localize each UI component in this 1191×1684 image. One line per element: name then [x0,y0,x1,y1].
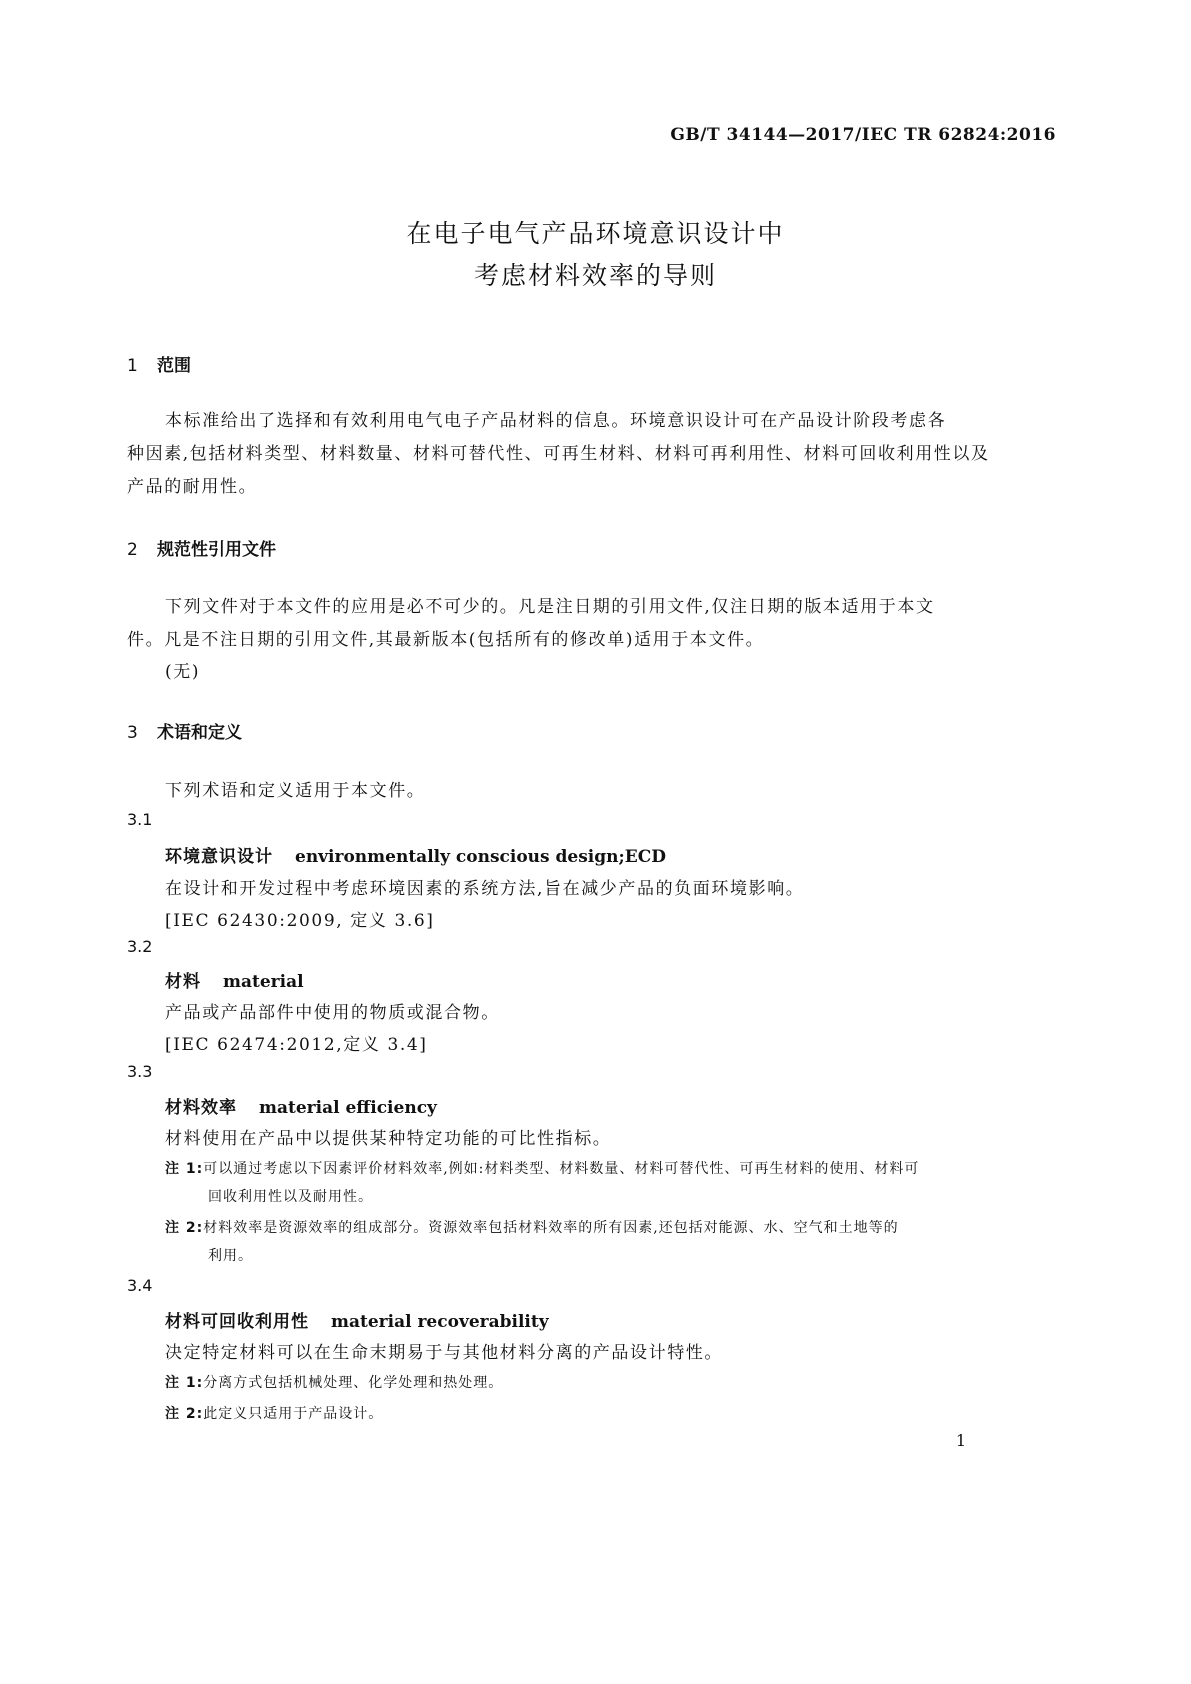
term-chinese: 环境意识设计 [165,847,273,867]
section-number: 2 [127,540,138,560]
term-3-1-definition: 在设计和开发过程中考虑环境因素的系统方法,旨在减少产品的负面环境影响。 [165,879,805,899]
term-3-3-heading [165,1093,437,1118]
term-3-1-heading [165,842,666,867]
term-3-2-definition: 产品或产品部件中使用的物质或混合物。 [165,1003,500,1023]
term-3-2-heading [165,967,304,992]
term-3-3-definition: 材料使用在产品中以提供某种特定功能的可比性指标。 [165,1129,612,1149]
term-english: material efficiency [259,1098,437,1118]
term-3-3-note-1 [165,1158,919,1178]
note-text: 材料效率是资源效率的组成部分。资源效率包括材料效率的所有因素,还包括对能源、水、空气和土地等的 [203,1220,899,1236]
term-number-3-2: 3.2 [127,937,153,956]
term-3-3-note-2-cont: 利用。 [208,1248,253,1264]
standard-code: GB/T 34144—2017/IEC TR 62824:2016 [670,125,1056,145]
document-title-line-2: 考虑材料效率的导则 [473,261,717,290]
sec2-paragraph-line-1: 下列文件对于本文件的应用是必不可少的。凡是注日期的引用文件,仅注日期的版本适用于本文 [165,597,935,617]
term-chinese: 材料 [165,972,201,992]
term-number-3-3: 3.3 [127,1062,153,1081]
term-number-3-4: 3.4 [127,1276,153,1295]
document-title-line-1: 在电子电气产品环境意识设计中 [406,219,785,248]
section-title: 术语和定义 [157,723,242,743]
term-3-3-note-2 [165,1217,899,1237]
note-label: 注 2: [165,1220,204,1236]
sec1-paragraph-line-1: 本标准给出了选择和有效利用电气电子产品材料的信息。环境意识设计可在产品设计阶段考虑各 [165,411,947,431]
term-chinese: 材料可回收利用性 [165,1312,309,1332]
term-chinese: 材料效率 [165,1098,237,1118]
section-1-heading [127,351,191,376]
sec2-paragraph-line-2: 件。凡是不注日期的引用文件,其最新版本(包括所有的修改单)适用于本文件。 [127,630,765,650]
term-3-4-note-1 [165,1372,503,1392]
section-title: 范围 [157,356,191,376]
term-number-3-1: 3.1 [127,810,153,829]
section-number: 3 [127,723,138,743]
sec1-paragraph-line-3: 产品的耐用性。 [127,477,258,497]
note-text: 此定义只适用于产品设计。 [203,1406,384,1422]
term-3-4-definition: 决定特定材料可以在生命末期易于与其他材料分离的产品设计特性。 [165,1343,723,1363]
term-3-3-note-1-cont: 回收利用性以及耐用性。 [208,1189,373,1205]
note-label: 注 1: [165,1161,204,1177]
section-number: 1 [127,356,138,376]
term-3-1-source: [IEC 62430:2009, 定义 3.6] [165,911,435,931]
sec1-paragraph-line-2: 种因素,包括材料类型、材料数量、材料可替代性、可再生材料、材料可再利用性、材料可回收利用性以及 [127,444,990,464]
term-3-4-heading [165,1307,549,1332]
note-text: 分离方式包括机械处理、化学处理和热处理。 [203,1375,504,1391]
note-label: 注 2: [165,1406,204,1422]
note-label: 注 1: [165,1375,204,1391]
term-3-2-source: [IEC 62474:2012,定义 3.4] [165,1035,428,1055]
note-text: 可以通过考虑以下因素评价材料效率,例如:材料类型、材料数量、材料可替代性、可再生材料的使用、材料可 [203,1161,920,1177]
term-3-4-note-2 [165,1403,383,1423]
sec2-none-note: (无) [165,662,201,682]
term-english: environmentally conscious design;ECD [295,847,667,867]
term-english: material [223,972,304,992]
sec3-intro: 下列术语和定义适用于本文件。 [165,781,426,801]
term-english: material recoverability [331,1312,549,1332]
section-title: 规范性引用文件 [157,540,276,560]
section-3-heading [127,718,242,743]
section-2-heading [127,535,276,560]
page-number: 1 [955,1431,966,1450]
